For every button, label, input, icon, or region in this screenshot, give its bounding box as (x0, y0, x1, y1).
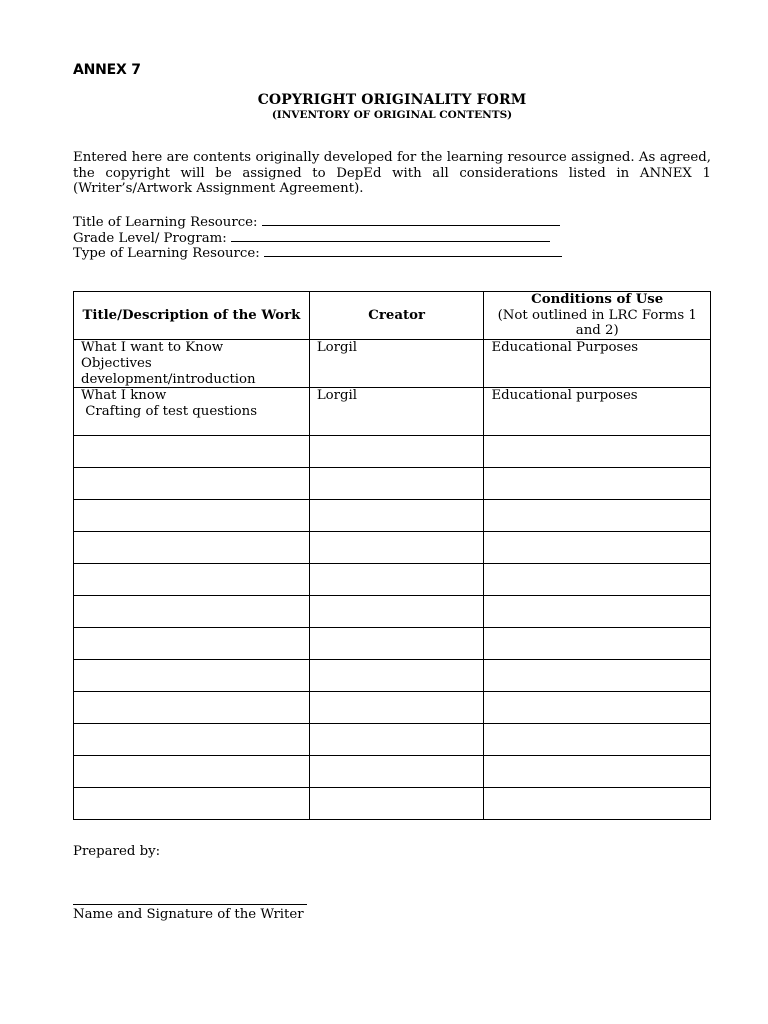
header-conditions-title: Conditions of Use (531, 292, 664, 307)
cell-conditions[interactable] (484, 788, 711, 820)
cell-work[interactable] (74, 660, 310, 692)
cell-creator[interactable] (309, 660, 484, 692)
header-title-description: Title/Description of the Work (74, 292, 310, 340)
cell-work[interactable] (74, 500, 310, 532)
table-row-blank (74, 500, 711, 532)
header-conditions-note: (Not outlined in LRC Forms 1 and 2) (497, 307, 697, 339)
cell-work[interactable] (74, 468, 310, 500)
annex-label: ANNEX 7 (73, 62, 141, 78)
cell-creator[interactable] (309, 532, 484, 564)
table-header-row (74, 292, 711, 340)
inventory-table (73, 291, 711, 820)
prepared-by-label: Prepared by: (73, 844, 161, 859)
cell-creator[interactable] (309, 468, 484, 500)
cell-conditions[interactable] (484, 596, 711, 628)
cell-conditions[interactable] (484, 628, 711, 660)
cell-conditions[interactable]: Educational purposes (484, 388, 711, 436)
cell-creator[interactable] (309, 692, 484, 724)
cell-work[interactable] (74, 756, 310, 788)
cell-conditions[interactable] (484, 436, 711, 468)
grade-blank-line[interactable] (231, 229, 550, 242)
title-blank-line[interactable] (262, 213, 560, 226)
table-row-blank (74, 436, 711, 468)
table-row-blank (74, 628, 711, 660)
cell-work[interactable] (74, 564, 310, 596)
cell-creator[interactable]: Lorgil (309, 388, 484, 436)
work-line: What I want to Know (81, 340, 224, 356)
table-row-blank (74, 660, 711, 692)
field-title-label: Title of Learning Resource: (73, 215, 258, 230)
cell-work[interactable] (74, 628, 310, 660)
header-creator: Creator (309, 292, 484, 340)
cell-work[interactable] (74, 436, 310, 468)
cell-creator[interactable] (309, 756, 484, 788)
work-line: Crafting of test questions (81, 403, 258, 419)
cell-conditions[interactable] (484, 564, 711, 596)
cell-creator[interactable] (309, 564, 484, 596)
cell-work[interactable] (74, 724, 310, 756)
table-row-blank (74, 788, 711, 820)
cell-work[interactable] (74, 388, 310, 436)
cell-creator[interactable] (309, 436, 484, 468)
signature-label: Name and Signature of the Writer (73, 907, 304, 922)
field-grade-label: Grade Level/ Program: (73, 231, 227, 246)
cell-conditions[interactable]: Educational Purposes (484, 340, 711, 388)
cell-conditions[interactable] (484, 724, 711, 756)
cell-conditions[interactable] (484, 660, 711, 692)
form-title: COPYRIGHT ORIGINALITY FORM (257, 92, 527, 108)
cell-creator[interactable]: Lorgil (309, 340, 484, 388)
field-type-of-learning-resource (73, 244, 562, 262)
cell-conditions[interactable] (484, 532, 711, 564)
table-row-blank (74, 532, 711, 564)
cell-work[interactable] (74, 596, 310, 628)
table-row (74, 388, 711, 436)
cell-creator[interactable] (309, 628, 484, 660)
cell-conditions[interactable] (484, 500, 711, 532)
table-row-blank (74, 468, 711, 500)
header-conditions-of-use (484, 292, 711, 340)
work-line: Objectives development/introduction (81, 355, 256, 387)
cell-conditions[interactable] (484, 692, 711, 724)
intro-paragraph: Entered here are contents originally developed for the learning resource assigned. As agreed, the copyright will be assigned to DepEd with all considerations listed in ANNEX 1 (Writer’s/Artwork Assignment Agreement). (73, 150, 711, 197)
signature-line[interactable] (73, 904, 307, 905)
table-row (74, 340, 711, 388)
table-row-blank (74, 564, 711, 596)
table-row-blank (74, 692, 711, 724)
cell-conditions[interactable] (484, 468, 711, 500)
work-line: What I know (81, 388, 167, 404)
cell-work[interactable] (74, 340, 310, 388)
cell-creator[interactable] (309, 596, 484, 628)
cell-conditions[interactable] (484, 756, 711, 788)
cell-creator[interactable] (309, 724, 484, 756)
field-type-label: Type of Learning Resource: (73, 246, 260, 261)
form-subtitle: (INVENTORY OF ORIGINAL CONTENTS) (271, 109, 513, 121)
cell-work[interactable] (74, 692, 310, 724)
cell-creator[interactable] (309, 500, 484, 532)
table-row-blank (74, 756, 711, 788)
table-row-blank (74, 596, 711, 628)
cell-work[interactable] (74, 788, 310, 820)
table-row-blank (74, 724, 711, 756)
cell-work[interactable] (74, 532, 310, 564)
cell-creator[interactable] (309, 788, 484, 820)
type-blank-line[interactable] (264, 244, 562, 257)
